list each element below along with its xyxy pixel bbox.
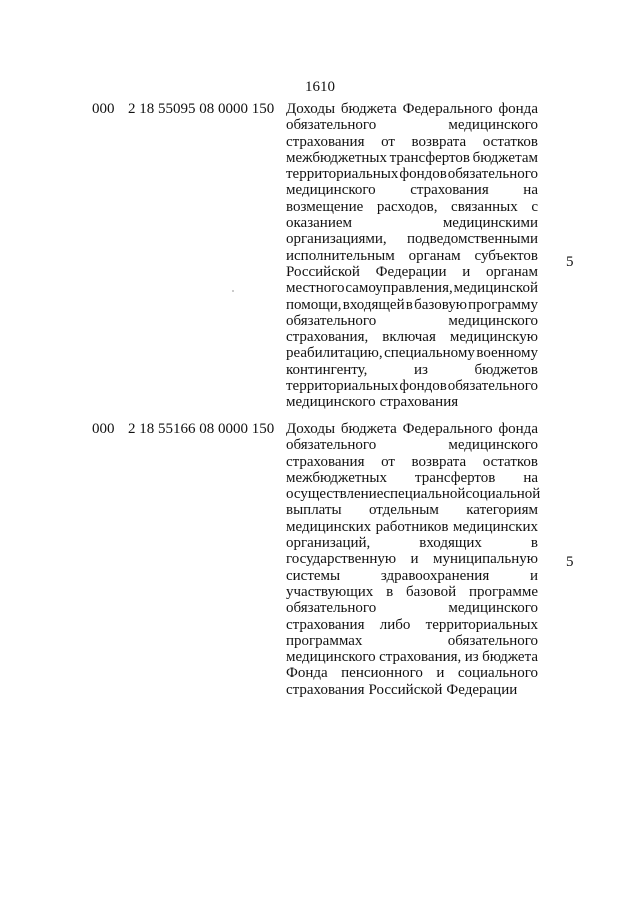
description-line xyxy=(286,264,538,280)
description-word: Фонда xyxy=(286,665,328,682)
description-line xyxy=(286,231,538,247)
description-line xyxy=(286,617,538,633)
description-word: бюджетов xyxy=(474,361,538,378)
description-word: Российской xyxy=(286,263,360,280)
description-word: фондов xyxy=(399,378,447,395)
description-line xyxy=(286,502,538,518)
description-word: обязательного xyxy=(447,166,538,183)
description-word: Федерального xyxy=(402,101,493,117)
description-word: организациями, xyxy=(286,231,387,248)
revenue-description xyxy=(286,421,541,698)
description-word: медицинского xyxy=(448,600,538,617)
description-word: муниципальную xyxy=(433,551,538,568)
description-line xyxy=(286,394,538,410)
description-word: самоуправления, xyxy=(345,280,453,297)
description-line xyxy=(286,215,538,231)
description-word: межбюджетных xyxy=(286,469,388,486)
description-word: медицинскую xyxy=(449,329,538,346)
description-word: бюджетам xyxy=(472,149,538,166)
description-word: обязательного xyxy=(447,632,538,649)
description-line xyxy=(286,600,538,616)
description-line xyxy=(286,329,538,345)
description-word: пенсионного xyxy=(341,665,423,682)
description-word: категориям xyxy=(466,502,538,519)
description-word: бюджета xyxy=(340,101,397,117)
description-word: страхования xyxy=(410,182,489,199)
description-word: страхования, xyxy=(286,329,369,346)
description-word: трансфертов xyxy=(389,149,470,166)
description-word: и xyxy=(462,263,471,280)
description-word: страхования xyxy=(286,616,365,633)
description-word: бюджета xyxy=(340,421,397,437)
scan-speck xyxy=(232,290,234,292)
description-word: остатков xyxy=(482,453,538,470)
revenue-description xyxy=(286,101,538,411)
description-word: Российской xyxy=(368,681,443,698)
description-word: военному xyxy=(476,345,538,362)
description-line xyxy=(286,117,538,133)
description-word: страхования xyxy=(286,133,365,150)
description-word: и xyxy=(410,551,419,568)
description-line xyxy=(286,166,538,182)
description-line xyxy=(286,454,538,470)
description-word: специальному xyxy=(384,345,475,362)
description-word: включая xyxy=(382,329,436,346)
admin-code: 000 xyxy=(92,101,115,117)
description-line xyxy=(286,519,538,535)
description-word: расходов, xyxy=(376,198,438,215)
description-word: обязательного xyxy=(286,312,377,329)
description-line xyxy=(286,313,538,329)
description-word: фонда xyxy=(498,101,538,117)
description-line xyxy=(286,345,538,361)
description-line xyxy=(286,280,538,296)
description-word: и xyxy=(529,567,538,584)
description-word: фонда xyxy=(498,421,538,437)
description-line xyxy=(286,568,538,584)
description-line xyxy=(286,682,538,698)
description-word: организаций, xyxy=(286,535,371,552)
description-word: Федерации xyxy=(446,681,518,698)
description-word: органам xyxy=(485,263,538,280)
description-word: из xyxy=(464,649,479,666)
description-word: работников xyxy=(375,518,449,535)
description-word: фондов xyxy=(399,166,447,183)
description-word: обязательного xyxy=(286,437,377,454)
description-word: социального xyxy=(457,665,538,682)
description-word: территориальных xyxy=(425,616,538,633)
description-word: обязательного xyxy=(447,378,538,395)
description-line xyxy=(286,421,538,437)
description-line xyxy=(286,297,538,313)
description-word: медицинского xyxy=(286,649,376,666)
description-word: Доходы xyxy=(286,421,336,437)
description-word: помощи, xyxy=(286,296,342,313)
description-word: социальной xyxy=(465,486,541,503)
description-word: органам xyxy=(408,247,461,264)
description-word: возмещение xyxy=(286,198,364,215)
description-word: подведомственными xyxy=(406,231,538,248)
description-word: осуществление xyxy=(286,486,384,503)
description-word: страхования xyxy=(286,453,365,470)
description-word: государственную xyxy=(286,551,397,568)
description-word: из xyxy=(413,361,428,378)
description-line xyxy=(286,134,538,150)
description-line xyxy=(286,535,538,551)
description-line xyxy=(286,486,541,503)
description-word: в xyxy=(530,535,538,552)
description-word: территориальных xyxy=(286,166,399,183)
description-word: базовой xyxy=(406,583,457,600)
description-line xyxy=(286,199,538,215)
description-word: реабилитацию, xyxy=(286,345,383,362)
value-cell: 5 xyxy=(566,254,574,270)
admin-code: 000 xyxy=(92,421,115,437)
description-word: медицинских xyxy=(286,518,372,535)
description-word: Федерации xyxy=(375,263,447,280)
description-line xyxy=(286,470,538,486)
description-word: входящих xyxy=(419,535,482,552)
description-word: местного xyxy=(286,280,345,297)
description-word: медицинского xyxy=(448,117,538,134)
description-line xyxy=(286,551,538,567)
description-line xyxy=(286,362,538,378)
description-word: медицинского xyxy=(286,394,376,411)
description-line xyxy=(286,633,538,649)
description-word: здравоохранения xyxy=(380,567,490,584)
description-word: межбюджетных xyxy=(286,149,388,166)
description-word: медицинских xyxy=(452,518,538,535)
budget-classification-code: 2 18 55166 08 0000 150 xyxy=(128,421,275,437)
description-word: входящей xyxy=(342,296,405,313)
description-word: программу xyxy=(468,296,538,313)
description-word: медицинскими xyxy=(442,215,538,232)
description-word: субъектов xyxy=(474,247,538,264)
description-word: системы xyxy=(286,567,341,584)
description-line xyxy=(286,182,538,198)
description-word: в xyxy=(405,296,413,313)
description-word: обязательного xyxy=(286,117,377,134)
budget-classification-code: 2 18 55095 08 0000 150 xyxy=(128,101,275,117)
description-word: с xyxy=(531,198,538,215)
description-word: территориальных xyxy=(286,378,399,395)
description-word: возврата xyxy=(411,453,467,470)
description-line xyxy=(286,150,538,166)
description-word: базовую xyxy=(414,296,467,313)
description-line xyxy=(286,437,538,453)
description-word: контингенту, xyxy=(286,361,368,378)
description-word: возврата xyxy=(411,133,467,150)
value-cell: 5 xyxy=(566,554,574,570)
description-word: либо xyxy=(379,616,411,633)
description-word: бюджета xyxy=(482,649,538,666)
description-word: медицинской xyxy=(453,280,538,297)
description-word: страхования xyxy=(379,394,459,411)
description-line xyxy=(286,378,538,394)
description-word: медицинского xyxy=(448,437,538,454)
description-word: страхования, xyxy=(379,649,462,666)
description-word: выплаты xyxy=(286,502,342,519)
description-line xyxy=(286,665,538,681)
description-word: программах xyxy=(286,632,363,649)
description-word: исполнительным xyxy=(286,247,395,264)
description-word: специальной xyxy=(383,486,466,503)
description-line xyxy=(286,101,538,117)
description-word: оказанием xyxy=(286,215,353,232)
description-word: на xyxy=(523,469,538,486)
description-word: от xyxy=(381,133,395,150)
description-word: медицинского xyxy=(448,312,538,329)
description-word: Федерального xyxy=(402,421,493,437)
description-word: страхования xyxy=(286,681,365,698)
description-word: отдельным xyxy=(368,502,439,519)
description-word: на xyxy=(523,182,538,199)
description-line xyxy=(286,248,538,264)
description-line xyxy=(286,649,538,665)
description-word: обязательного xyxy=(286,600,377,617)
description-word: участвующих xyxy=(286,583,374,600)
description-word: программе xyxy=(469,583,538,600)
description-word: остатков xyxy=(482,133,538,150)
description-word: медицинского xyxy=(286,182,376,199)
description-word: в xyxy=(386,583,394,600)
description-word: от xyxy=(381,453,395,470)
description-line xyxy=(286,584,538,600)
description-word: трансфертов xyxy=(414,469,496,486)
description-word: Доходы xyxy=(286,101,336,117)
page-number: 1610 xyxy=(305,79,335,95)
description-word: и xyxy=(436,665,445,682)
description-word: связанных xyxy=(451,198,518,215)
